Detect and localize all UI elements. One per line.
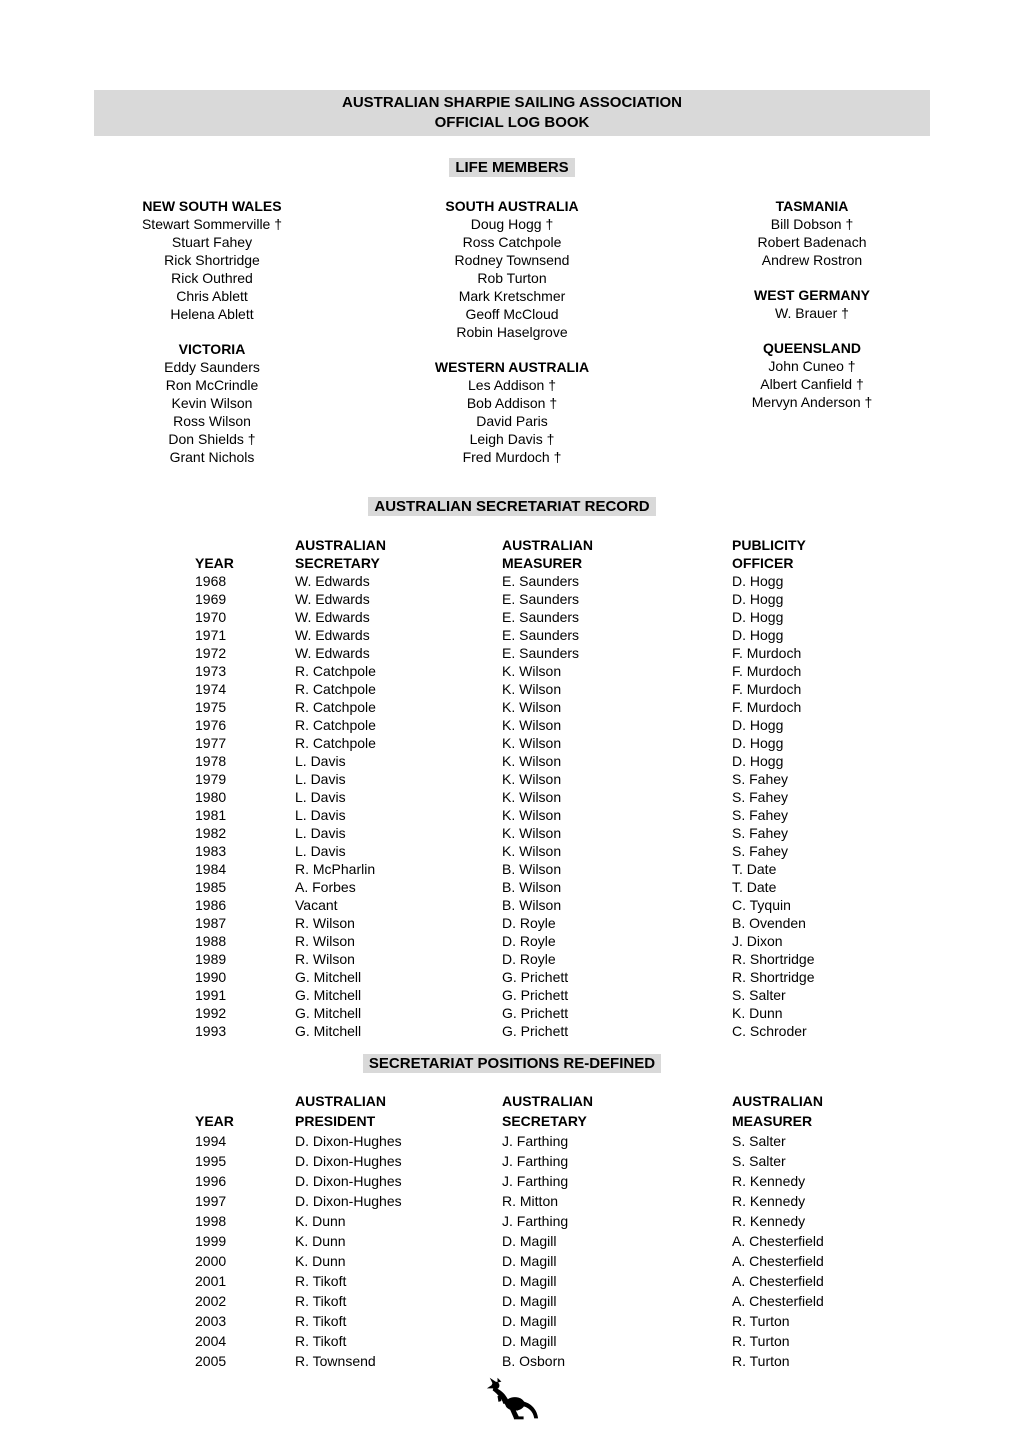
table-cell: 1984 xyxy=(195,861,227,877)
state-heading: NEW SOUTH WALES xyxy=(142,198,282,214)
table-cell: 1974 xyxy=(195,681,227,697)
member-name: Albert Canfield † xyxy=(760,376,864,392)
member-name: John Cuneo † xyxy=(768,358,856,374)
table-row xyxy=(195,1251,902,1271)
table-row xyxy=(195,770,902,788)
table-cell: J. Farthing xyxy=(502,1153,569,1169)
member-name: Kevin Wilson xyxy=(171,395,253,411)
table-cell: 1996 xyxy=(195,1173,227,1189)
member-name: Stuart Fahey xyxy=(171,234,253,250)
state-heading: QUEENSLAND xyxy=(762,340,861,356)
table-cell: E. Saunders xyxy=(502,627,580,643)
table-row xyxy=(195,698,902,716)
column-header: AUSTRALIAN xyxy=(502,1093,593,1109)
table-cell: 2000 xyxy=(195,1253,227,1269)
table-cell: 1982 xyxy=(195,825,227,841)
table-cell: 1983 xyxy=(195,843,227,859)
table-cell: S. Fahey xyxy=(732,771,789,787)
column-header: MEASURER xyxy=(502,555,583,571)
member-name: Eddy Saunders xyxy=(164,359,260,375)
table-cell: 1995 xyxy=(195,1153,227,1169)
table-row xyxy=(195,1271,902,1291)
table-cell: D. Hogg xyxy=(732,627,784,643)
life-members-group xyxy=(62,340,362,466)
table-cell: L. Davis xyxy=(295,753,346,769)
table-cell: K. Wilson xyxy=(502,753,562,769)
table-cell: 1992 xyxy=(195,1005,227,1021)
life-members-group xyxy=(362,358,662,466)
table-cell: D. Hogg xyxy=(732,573,784,589)
table-cell: 1969 xyxy=(195,591,227,607)
table-cell: D. Hogg xyxy=(732,591,784,607)
table-row xyxy=(195,932,902,950)
table-cell: E. Saunders xyxy=(502,609,580,625)
table-cell: D. Royle xyxy=(502,933,556,949)
table-cell: K. Wilson xyxy=(502,681,562,697)
life-members-column xyxy=(62,197,362,483)
column-header: PUBLICITY xyxy=(732,537,806,553)
column-header: PRESIDENT xyxy=(295,1113,376,1129)
table-row xyxy=(195,752,902,770)
table-cell: R. Mitton xyxy=(502,1193,559,1209)
secretariat-record-table-body xyxy=(195,572,902,1040)
table-cell: R. Tikoft xyxy=(295,1293,347,1309)
table-cell: R. Catchpole xyxy=(295,699,376,715)
member-name: Ron McCrindle xyxy=(165,377,259,393)
table-cell: 1979 xyxy=(195,771,227,787)
table-row xyxy=(195,590,902,608)
table-cell: K. Wilson xyxy=(502,735,562,751)
table-row xyxy=(195,1191,902,1211)
member-name: Mark Kretschmer xyxy=(458,288,566,304)
table-cell: D. Dixon-Hughes xyxy=(295,1173,402,1189)
table-cell: 1991 xyxy=(195,987,227,1003)
member-name: Doug Hogg † xyxy=(470,216,554,232)
table-cell: R. Tikoft xyxy=(295,1313,347,1329)
table-cell: L. Davis xyxy=(295,843,346,859)
table-cell: K. Dunn xyxy=(732,1005,783,1021)
table-cell: R. Turton xyxy=(732,1353,790,1369)
table-cell: D. Hogg xyxy=(732,609,784,625)
table-cell: K. Wilson xyxy=(502,717,562,733)
table-cell: A. Chesterfield xyxy=(732,1233,824,1249)
table-cell: S. Fahey xyxy=(732,807,789,823)
life-members-columns xyxy=(62,197,962,483)
member-name: Bill Dobson † xyxy=(770,216,854,232)
table-cell: L. Davis xyxy=(295,807,346,823)
table-cell: S. Fahey xyxy=(732,789,789,805)
table-cell: B. Wilson xyxy=(502,879,562,895)
life-members-group xyxy=(62,197,362,323)
member-name: Helena Ablett xyxy=(170,306,254,322)
table-row xyxy=(195,662,902,680)
table-cell: D. Dixon-Hughes xyxy=(295,1153,402,1169)
document-title-line1: AUSTRALIAN SHARPIE SAILING ASSOCIATION xyxy=(341,94,682,111)
table-cell: E. Saunders xyxy=(502,591,580,607)
table-row xyxy=(195,1291,902,1311)
table-cell: R. Catchpole xyxy=(295,735,376,751)
column-header: AUSTRALIAN xyxy=(295,1093,386,1109)
table-cell: 1988 xyxy=(195,933,227,949)
table-cell: T. Date xyxy=(732,879,777,895)
table-cell: R. Tikoft xyxy=(295,1333,347,1349)
table-cell: F. Murdoch xyxy=(732,681,802,697)
table-cell: W. Edwards xyxy=(295,627,370,643)
table-cell: D. Dixon-Hughes xyxy=(295,1133,402,1149)
table-cell: L. Davis xyxy=(295,825,346,841)
table-cell: A. Chesterfield xyxy=(732,1293,824,1309)
member-name: Mervyn Anderson † xyxy=(751,394,873,410)
member-name: Robert Badenach xyxy=(757,234,867,250)
table-header-row xyxy=(195,1091,902,1111)
state-heading: SOUTH AUSTRALIA xyxy=(445,198,579,214)
table-cell: 1994 xyxy=(195,1133,227,1149)
table-cell: D. Dixon-Hughes xyxy=(295,1193,402,1209)
table-row xyxy=(195,914,902,932)
table-cell: 1990 xyxy=(195,969,227,985)
table-cell: S. Fahey xyxy=(732,843,789,859)
table-cell: S. Salter xyxy=(732,1153,786,1169)
member-name: Rick Outhred xyxy=(171,270,253,286)
state-heading: TASMANIA xyxy=(775,198,849,214)
table-cell: D. Magill xyxy=(502,1313,557,1329)
column-header: YEAR xyxy=(195,555,234,571)
table-row xyxy=(195,608,902,626)
table-cell: G. Prichett xyxy=(502,969,569,985)
table-row xyxy=(195,1211,902,1231)
secretariat-record-table-head xyxy=(195,536,902,572)
secretariat-record-section xyxy=(0,497,1024,516)
life-members-heading: LIFE MEMBERS xyxy=(449,158,574,177)
member-name: Ross Wilson xyxy=(173,413,251,429)
table-cell: R. Kennedy xyxy=(732,1173,806,1189)
column-header xyxy=(195,536,295,554)
table-cell: 1986 xyxy=(195,897,227,913)
table-row xyxy=(195,968,902,986)
table-cell: 1989 xyxy=(195,951,227,967)
member-name: W. Brauer † xyxy=(775,305,849,321)
column-header: SECRETARY xyxy=(295,555,380,571)
table-cell: 1975 xyxy=(195,699,227,715)
positions-redefined-table-head xyxy=(195,1091,902,1131)
table-cell: W. Edwards xyxy=(295,609,370,625)
positions-redefined-heading: SECRETARIAT POSITIONS RE-DEFINED xyxy=(363,1054,661,1073)
state-heading: WEST GERMANY xyxy=(754,287,870,303)
table-cell: R. Kennedy xyxy=(732,1213,806,1229)
table-cell: T. Date xyxy=(732,861,777,877)
column-header: AUSTRALIAN xyxy=(502,537,593,553)
member-name: Grant Nichols xyxy=(169,449,255,465)
table-cell: K. Wilson xyxy=(502,663,562,679)
table-cell: K. Wilson xyxy=(502,843,562,859)
table-cell: 2002 xyxy=(195,1293,227,1309)
table-cell: B. Osborn xyxy=(502,1353,566,1369)
table-cell: W. Edwards xyxy=(295,591,370,607)
table-row xyxy=(195,878,902,896)
member-name: Rob Turton xyxy=(477,270,547,286)
table-row xyxy=(195,1022,902,1040)
member-name: Stewart Sommerville † xyxy=(141,216,283,232)
table-cell: K. Wilson xyxy=(502,789,562,805)
table-cell: L. Davis xyxy=(295,771,346,787)
table-cell: 1985 xyxy=(195,879,227,895)
member-name: Ross Catchpole xyxy=(462,234,562,250)
table-row xyxy=(195,716,902,734)
table-cell: D. Magill xyxy=(502,1233,557,1249)
table-cell: W. Edwards xyxy=(295,645,370,661)
table-cell: R. Turton xyxy=(732,1313,790,1329)
table-cell: G. Mitchell xyxy=(295,987,362,1003)
table-cell: J. Dixon xyxy=(732,933,783,949)
life-members-group xyxy=(662,339,962,411)
table-cell: D. Magill xyxy=(502,1333,557,1349)
column-header: YEAR xyxy=(195,1113,234,1129)
member-name: Rodney Townsend xyxy=(454,252,570,268)
positions-redefined-table-body xyxy=(195,1131,902,1371)
table-row xyxy=(195,824,902,842)
table-header-row xyxy=(195,554,902,572)
table-cell: R. Shortridge xyxy=(732,969,815,985)
table-cell: 1980 xyxy=(195,789,227,805)
table-cell: R. Kennedy xyxy=(732,1193,806,1209)
member-name: Geoff McCloud xyxy=(465,306,559,322)
table-cell: G. Prichett xyxy=(502,1023,569,1039)
table-cell: R. Wilson xyxy=(295,915,355,931)
secretariat-record-table xyxy=(195,536,902,1040)
life-members-group xyxy=(662,197,962,269)
table-cell: B. Wilson xyxy=(502,897,562,913)
table-cell: B. Ovenden xyxy=(732,915,806,931)
table-row xyxy=(195,1171,902,1191)
table-cell: G. Mitchell xyxy=(295,1005,362,1021)
life-members-group xyxy=(362,197,662,341)
table-header-row xyxy=(195,536,902,554)
table-row xyxy=(195,1311,902,1331)
table-row xyxy=(195,734,902,752)
table-row xyxy=(195,644,902,662)
member-name: David Paris xyxy=(476,413,548,429)
table-row xyxy=(195,1231,902,1251)
table-cell: D. Magill xyxy=(502,1273,557,1289)
table-cell: E. Saunders xyxy=(502,645,580,661)
table-cell: K. Dunn xyxy=(295,1233,346,1249)
column-header: MEASURER xyxy=(732,1113,813,1129)
table-cell: 1978 xyxy=(195,753,227,769)
table-cell: 1968 xyxy=(195,573,227,589)
table-cell: D. Hogg xyxy=(732,735,784,751)
life-members-column xyxy=(662,197,962,483)
column-header: AUSTRALIAN xyxy=(295,537,386,553)
table-row xyxy=(195,1351,902,1371)
positions-redefined-table xyxy=(195,1091,902,1371)
state-heading: VICTORIA xyxy=(178,341,246,357)
table-cell: J. Farthing xyxy=(502,1213,569,1229)
table-cell: D. Royle xyxy=(502,915,556,931)
table-row xyxy=(195,806,902,824)
table-cell: W. Edwards xyxy=(295,573,370,589)
table-row xyxy=(195,1004,902,1022)
table-cell: E. Saunders xyxy=(502,573,580,589)
table-row xyxy=(195,788,902,806)
table-row xyxy=(195,1151,902,1171)
table-row xyxy=(195,680,902,698)
table-cell: C. Tyquin xyxy=(732,897,791,913)
table-cell: A. Chesterfield xyxy=(732,1253,824,1269)
table-row xyxy=(195,1331,902,1351)
table-cell: F. Murdoch xyxy=(732,645,802,661)
table-cell: K. Dunn xyxy=(295,1253,346,1269)
positions-redefined-section xyxy=(0,1054,1024,1073)
table-row xyxy=(195,572,902,590)
secretariat-record-heading: AUSTRALIAN SECRETARIAT RECORD xyxy=(368,497,655,516)
table-cell: D. Magill xyxy=(502,1293,557,1309)
life-members-group xyxy=(662,286,962,322)
table-cell: R. Turton xyxy=(732,1333,790,1349)
member-name: Fred Murdoch † xyxy=(462,449,562,465)
table-cell: 1976 xyxy=(195,717,227,733)
table-cell: 1987 xyxy=(195,915,227,931)
table-cell: 1970 xyxy=(195,609,227,625)
table-cell: J. Farthing xyxy=(502,1173,569,1189)
table-row xyxy=(195,860,902,878)
member-name: Les Addison † xyxy=(468,377,556,393)
table-cell: R. McPharlin xyxy=(295,861,376,877)
column-header xyxy=(195,1091,295,1111)
member-name: Bob Addison † xyxy=(466,395,558,411)
table-cell: 1977 xyxy=(195,735,227,751)
table-row xyxy=(195,986,902,1004)
table-cell: D. Hogg xyxy=(732,753,784,769)
table-cell: Vacant xyxy=(295,897,338,913)
member-name: Don Shields † xyxy=(168,431,256,447)
table-row xyxy=(195,1131,902,1151)
table-cell: R. Townsend xyxy=(295,1353,376,1369)
table-cell: D. Magill xyxy=(502,1253,557,1269)
table-cell: 1973 xyxy=(195,663,227,679)
table-cell: K. Wilson xyxy=(502,699,562,715)
table-row xyxy=(195,896,902,914)
table-cell: 1999 xyxy=(195,1233,227,1249)
table-cell: R. Wilson xyxy=(295,951,355,967)
table-cell: G. Mitchell xyxy=(295,1023,362,1039)
table-cell: 1998 xyxy=(195,1213,227,1229)
table-cell: D. Hogg xyxy=(732,717,784,733)
table-cell: 1993 xyxy=(195,1023,227,1039)
member-name: Leigh Davis † xyxy=(469,431,555,447)
column-header: AUSTRALIAN xyxy=(732,1093,823,1109)
table-cell: A. Forbes xyxy=(295,879,356,895)
table-cell: A. Chesterfield xyxy=(732,1273,824,1289)
table-cell: L. Davis xyxy=(295,789,346,805)
member-name: Chris Ablett xyxy=(176,288,248,304)
table-cell: K. Wilson xyxy=(502,807,562,823)
table-header-row xyxy=(195,1111,902,1131)
state-heading: WESTERN AUSTRALIA xyxy=(434,359,590,375)
table-cell: K. Wilson xyxy=(502,825,562,841)
table-cell: C. Schroder xyxy=(732,1023,807,1039)
table-cell: 2004 xyxy=(195,1333,227,1349)
table-cell: B. Wilson xyxy=(502,861,562,877)
table-cell: G. Mitchell xyxy=(295,969,362,985)
table-row xyxy=(195,842,902,860)
table-row xyxy=(195,950,902,968)
table-cell: S. Fahey xyxy=(732,825,789,841)
column-header: SECRETARY xyxy=(502,1113,587,1129)
table-cell: K. Wilson xyxy=(502,771,562,787)
table-cell: R. Tikoft xyxy=(295,1273,347,1289)
table-cell: 2001 xyxy=(195,1273,227,1289)
table-cell: S. Salter xyxy=(732,987,786,1003)
table-cell: R. Catchpole xyxy=(295,663,376,679)
table-row xyxy=(195,626,902,644)
member-name: Robin Haselgrove xyxy=(456,324,568,340)
table-cell: 1997 xyxy=(195,1193,227,1209)
document-title-line2: OFFICIAL LOG BOOK xyxy=(434,114,590,131)
column-header: OFFICER xyxy=(732,555,794,571)
table-cell: R. Shortridge xyxy=(732,951,815,967)
table-cell: G. Prichett xyxy=(502,987,569,1003)
table-cell: 1971 xyxy=(195,627,227,643)
table-cell: D. Royle xyxy=(502,951,556,967)
life-members-column xyxy=(362,197,662,483)
footer-logo-wrap xyxy=(0,1377,1024,1428)
table-cell: 1981 xyxy=(195,807,227,823)
table-cell: 2005 xyxy=(195,1353,227,1369)
table-cell: F. Murdoch xyxy=(732,663,802,679)
kangaroo-logo xyxy=(483,1377,541,1423)
table-cell: 2003 xyxy=(195,1313,227,1329)
table-cell: G. Prichett xyxy=(502,1005,569,1021)
member-name: Andrew Rostron xyxy=(761,252,863,268)
table-cell: R. Catchpole xyxy=(295,717,376,733)
table-cell: 1972 xyxy=(195,645,227,661)
table-cell: R. Wilson xyxy=(295,933,355,949)
life-members-section xyxy=(0,158,1024,177)
table-cell: F. Murdoch xyxy=(732,699,802,715)
document-header xyxy=(94,90,930,136)
table-cell: S. Salter xyxy=(732,1133,786,1149)
table-cell: J. Farthing xyxy=(502,1133,569,1149)
member-name: Rick Shortridge xyxy=(164,252,260,268)
table-cell: R. Catchpole xyxy=(295,681,376,697)
table-cell: K. Dunn xyxy=(295,1213,346,1229)
